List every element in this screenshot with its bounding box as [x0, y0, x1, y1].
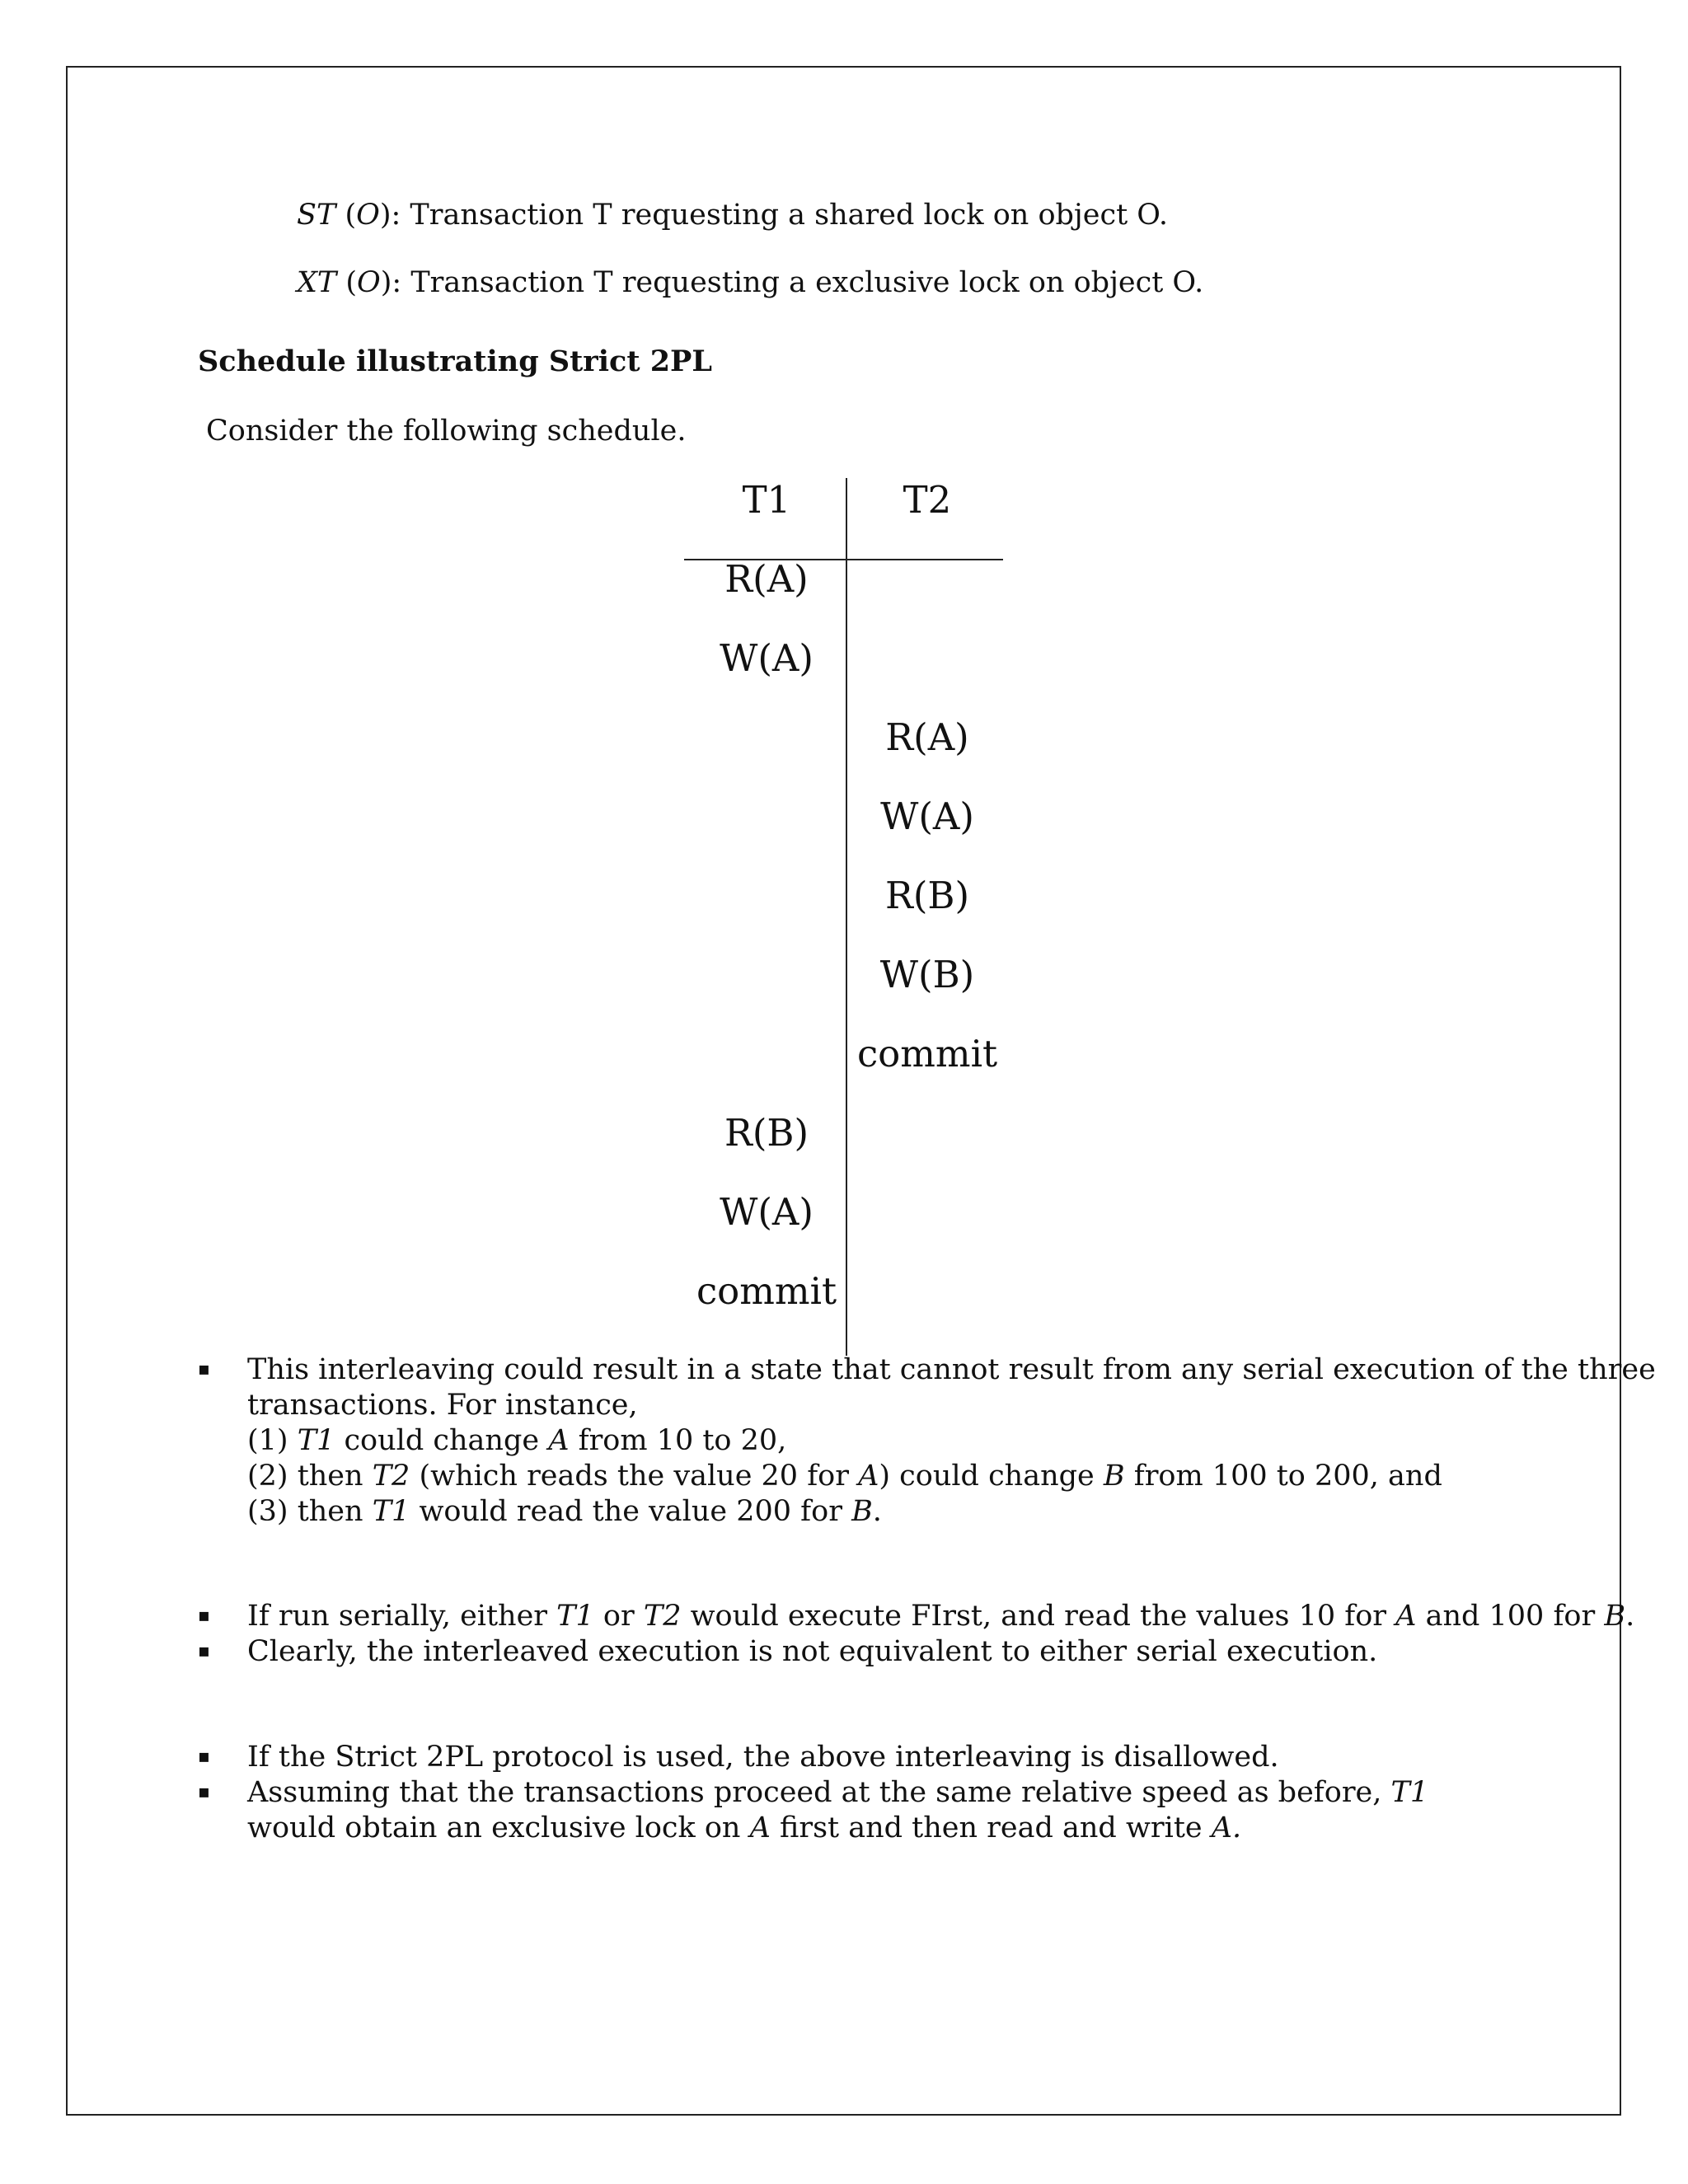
- bullet-mark: ▪: [198, 1641, 210, 1661]
- object-ref: B: [1604, 1600, 1626, 1633]
- text-run: Assuming that the transactions proceed at the same relative speed as before,: [247, 1776, 1391, 1809]
- object-ref: B: [851, 1495, 873, 1528]
- bullet-text: [247, 1775, 1428, 1810]
- exclusive-lock-definition: XT (O): Transaction T requesting a exclusive lock on object O.: [297, 266, 1204, 299]
- example-step-1: [247, 1423, 786, 1458]
- step-text: would read the value 200 for: [410, 1495, 852, 1528]
- object-ref: A: [1395, 1600, 1417, 1633]
- text-run: would obtain an exclusive lock on: [247, 1811, 750, 1844]
- step-text: from 10 to 20,: [569, 1424, 787, 1457]
- object-ref: B: [1103, 1460, 1125, 1493]
- schedule-cell-t1: R(B): [724, 1111, 809, 1155]
- bullet-text: This interleaving could result in a state that cannot result from any serial execution of the three: [247, 1353, 1656, 1386]
- step-text: from 100 to 200, and: [1124, 1460, 1442, 1493]
- text-run: If run serially, either: [247, 1600, 557, 1633]
- t1-header: T1: [742, 478, 791, 522]
- object-ref: A: [548, 1424, 570, 1457]
- step-text: .: [872, 1495, 882, 1528]
- bullet-text: [247, 1599, 1634, 1633]
- schedule-cell-t1: R(A): [724, 557, 809, 601]
- step-label: (1): [247, 1424, 298, 1457]
- t2-header: T2: [903, 478, 952, 522]
- schedule-cell-t2: commit: [856, 1032, 998, 1076]
- object-ref: A: [749, 1811, 771, 1844]
- transaction-ref: T1: [372, 1495, 410, 1528]
- bullet-mark: ▪: [198, 1746, 210, 1767]
- text-run: first and then read and write: [770, 1811, 1212, 1844]
- schedule-cell-t2: R(A): [885, 715, 969, 759]
- bullet-mark: ▪: [198, 1782, 210, 1802]
- lock-object: O: [357, 266, 381, 299]
- text-run: and 100 for: [1416, 1600, 1605, 1633]
- section-heading: Schedule illustrating Strict 2PL: [198, 344, 712, 378]
- transaction-ref: T2: [643, 1600, 682, 1633]
- lock-symbol: XT: [297, 266, 337, 299]
- transaction-ref: T1: [1390, 1776, 1429, 1809]
- intro-text: Consider the following schedule.: [206, 415, 687, 448]
- step-text: ) could change: [879, 1460, 1104, 1493]
- step-label: (2) then: [247, 1460, 373, 1493]
- schedule-cell-t1: W(A): [720, 1190, 814, 1234]
- object-ref: A.: [1211, 1811, 1242, 1844]
- schedule-cell-t1: W(A): [720, 636, 814, 680]
- transaction-ref: T2: [372, 1460, 410, 1493]
- schedule-cell-t2: R(B): [884, 874, 970, 917]
- transaction-ref: T1: [556, 1600, 594, 1633]
- transaction-ref: T1: [297, 1424, 335, 1457]
- bullet-mark: ▪: [198, 1359, 210, 1380]
- example-step-2: [247, 1459, 1442, 1493]
- object-ref: A: [858, 1460, 879, 1493]
- step-label: (3) then: [247, 1495, 373, 1528]
- schedule-cell-t2: W(A): [880, 794, 974, 838]
- schedule-cell-t2: W(B): [879, 953, 975, 996]
- bullet-text: [247, 1811, 1241, 1845]
- bullet-mark: ▪: [198, 1605, 210, 1626]
- step-text: could change: [335, 1424, 549, 1457]
- lock-symbol: ST: [297, 199, 336, 232]
- text-run: or: [593, 1600, 644, 1633]
- bullet-text: If the Strict 2PL protocol is used, the above interleaving is disallowed.: [247, 1741, 1279, 1774]
- text-run: would execute FIrst, and read the values 10 for: [681, 1600, 1396, 1633]
- example-step-3: [247, 1494, 882, 1529]
- text-run: .: [1625, 1600, 1635, 1633]
- step-text: (which reads the value 20 for: [410, 1460, 859, 1493]
- definition-text: : Transaction T requesting a exclusive lock on object O.: [392, 266, 1204, 299]
- shared-lock-definition: ST (O): Transaction T requesting a shared lock on object O.: [297, 199, 1169, 232]
- lock-object: O: [356, 199, 380, 232]
- bullet-text: Clearly, the interleaved execution is not equivalent to either serial execution.: [247, 1635, 1378, 1668]
- definition-text: : Transaction T requesting a shared lock on object O.: [391, 199, 1169, 232]
- schedule-cell-t1: commit: [696, 1269, 837, 1313]
- bullet-text: transactions. For instance,: [247, 1389, 638, 1422]
